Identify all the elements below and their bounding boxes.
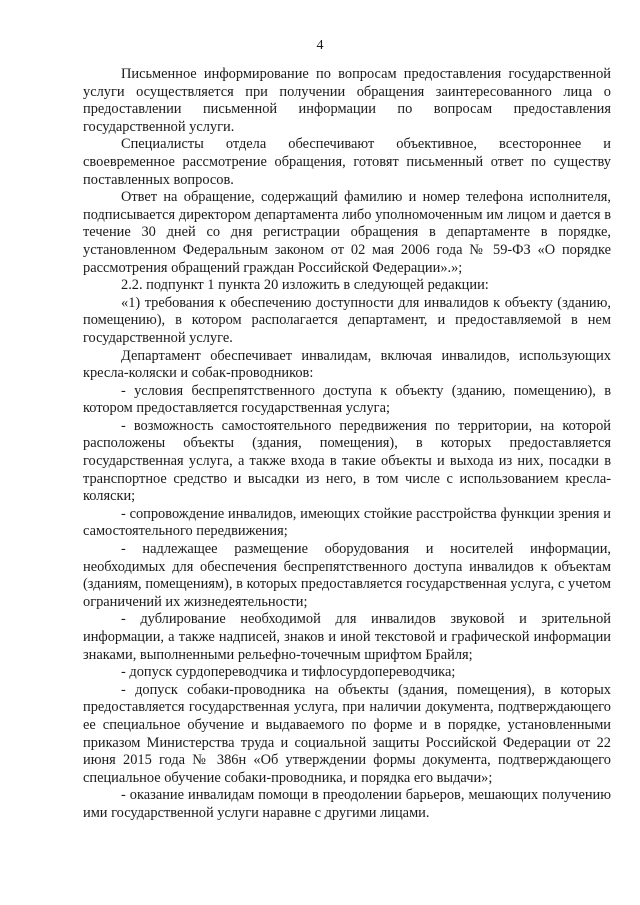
list-item: - дублирование необходимой для инвалидов звуковой и зрительной информации, а также надписей, знаков и иной текстовой и графической информации знаками, выполненными рельефно-точечным шрифтом Брайля; xyxy=(83,611,611,663)
paragraph: 2.2. подпункт 1 пункта 20 изложить в следующей редакции: xyxy=(121,277,489,294)
list-item: - надлежащее размещение оборудования и носителей информации, необходимых для обеспечения беспрепятственного доступа инвалидов к объектам (зданиям, помещениям), в которых предоставляется государственная услуга, с учетом ограничений их жизнедеятельности; xyxy=(83,541,611,610)
list-item: - допуск собаки-проводника на объекты (здания, помещения), в которых предоставляется государственная услуга, при наличии документа, подтверждающего ее специальное обучение и выдаваемого по форме и в порядке, установленными приказом Министерства труда и социальной защиты Российской Федерации от 22 июня 2015 года № 386н «Об утверждении формы документа, подтверждающего специальное обучение собаки-проводника, и порядка его выдачи»; xyxy=(83,681,611,786)
list-item: - допуск сурдопереводчика и тифлосурдопереводчика; xyxy=(121,664,456,681)
list-item: - сопровождение инвалидов, имеющих стойкие расстройства функции зрения и самостоятельного передвижения; xyxy=(83,505,611,540)
page-number: 4 xyxy=(316,38,324,53)
list-item: - оказание инвалидам помощи в преодолении барьеров, мешающих получению ими государственной услуги наравне с другими лицами. xyxy=(83,787,611,821)
paragraph: Письменное информирование по вопросам предоставления государственной услуги осуществляется при получении обращения заинтересованного лица о предоставлении письменной информации по вопросам предоставления государственной услуги. xyxy=(83,66,611,135)
paragraph: Ответ на обращение, содержащий фамилию и номер телефона исполнителя, подписывается директором департамента либо уполномоченным им лицом и дается в течение 30 дней со дня регистрации обращения в департаменте в порядке, установленном Федеральным законом от 02 мая 2006 года № 59-ФЗ «О порядке рассмотрения обращений граждан Российской Федерации».»; xyxy=(83,189,611,276)
paragraph: Департамент обеспечивает инвалидам, включая инвалидов, использующих кресла-коляски и собак-проводников: xyxy=(83,347,611,382)
document-body xyxy=(83,66,611,823)
list-item: - условия беспрепятственного доступа к объекту (зданию, помещению), в котором предоставляется государственная услуга; xyxy=(83,382,611,417)
paragraph: Специалисты отдела обеспечивают объективное, всестороннее и своевременное рассмотрение обращения, готовят письменный ответ по существу поставленных вопросов. xyxy=(83,136,611,188)
list-item: - возможность самостоятельного передвижения по территории, на которой расположены объекты (здания, помещения), в которых предоставляется государственная услуга, а также входа в такие объекты и выхода из них, посадки в транспортное средство и высадки из него, в том числе с использованием кресла-коляски; xyxy=(83,417,611,505)
paragraph: «1) требования к обеспечению доступности для инвалидов к объекту (зданию, помещению), в котором располагается департамент, и предоставляемой в нем государственной услуге. xyxy=(83,294,611,346)
